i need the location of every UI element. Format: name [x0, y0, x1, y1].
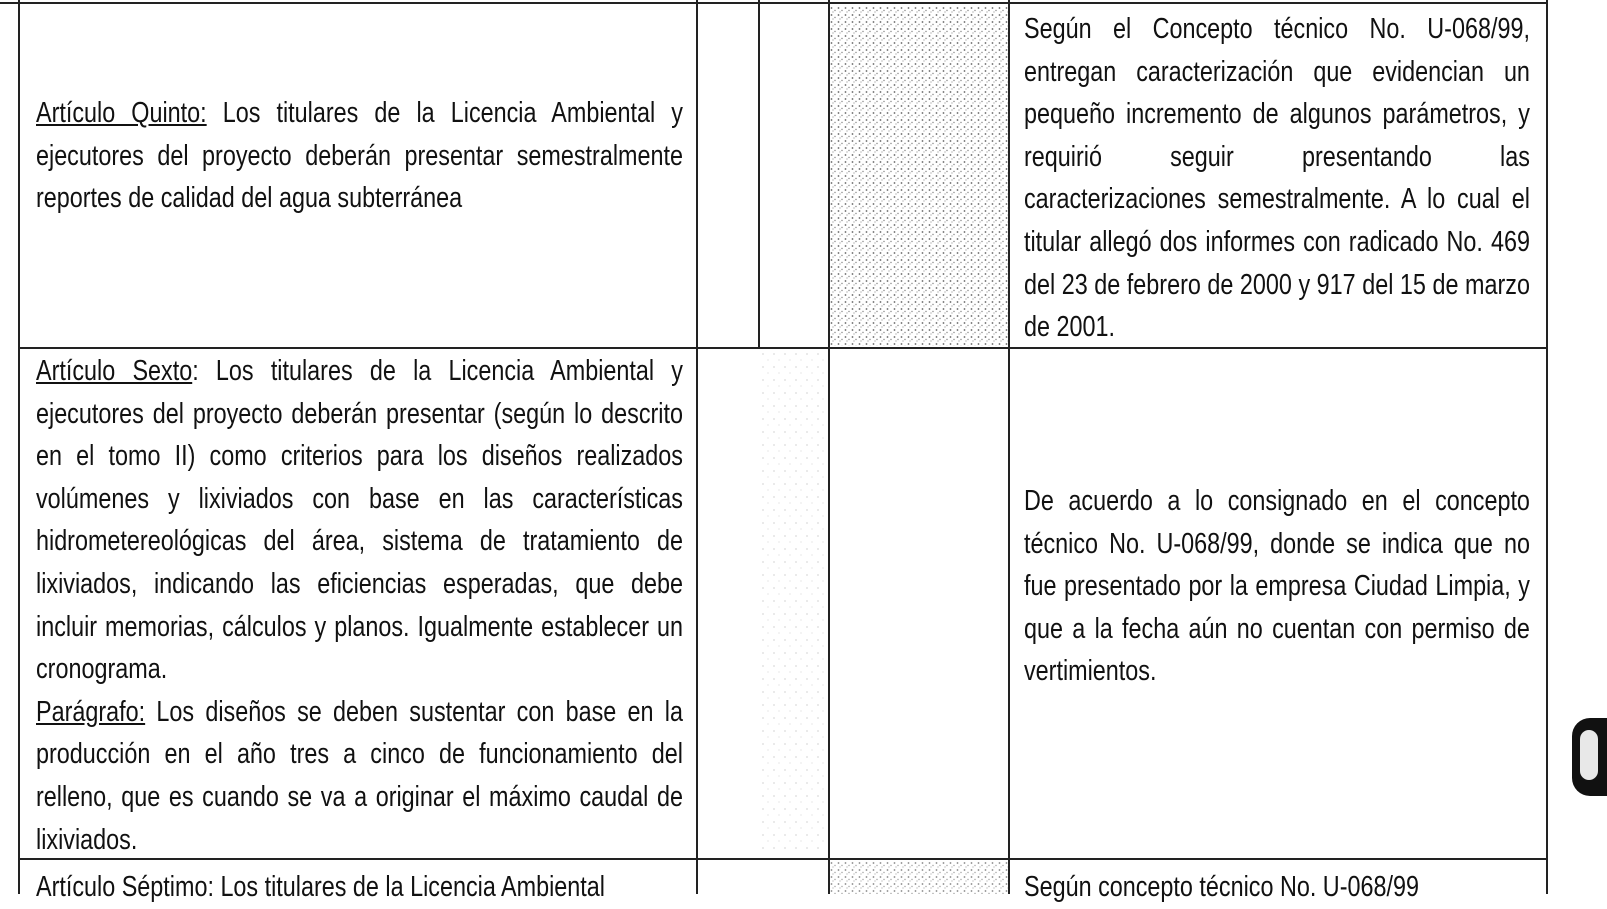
- article-septimo-observation: Según concepto técnico No. U-068/99: [1024, 871, 1419, 903]
- paragraph-text: Los diseños se deben sustentar con base en la producción en el año tres a cinco de funcionamiento del relleno, que es cuando se va a originar el máximo caudal de lixiviados.: [36, 695, 683, 856]
- table-left-border: [18, 0, 20, 894]
- scan-noise-sexto: [760, 350, 826, 850]
- article-quinto-heading: Artículo Quinto:: [36, 97, 207, 129]
- table-right-border: [1546, 0, 1548, 894]
- scan-noise-septimo: [830, 861, 1008, 894]
- article-quinto-cell: [36, 92, 683, 220]
- article-quinto-observation: Según el Concepto técnico No. U-068/99, entregan caracterización que evidencian un pequeño incremento de algunos parámetros, y requirió seguir presentando las caracterizaciones semestralmente. A lo cual el titular allegó dos informes con radicado No. 469 del 23 de febrero de 2000 y 917 del 15 de marzo de 2001.: [1024, 13, 1530, 344]
- article-sexto-heading: Artículo Sexto: [36, 355, 193, 387]
- paragraph-heading: Parágrafo:: [36, 695, 146, 728]
- column-divider-2: [758, 0, 760, 348]
- table-top-rule: [0, 2, 1548, 4]
- column-divider-4: [1008, 0, 1010, 894]
- article-septimo-cell: Artículo Séptimo: Los titulares de la Licencia Ambiental: [36, 871, 605, 903]
- scan-noise-quinto: [830, 6, 1008, 346]
- article-quinto-text: Los titulares de la Licencia Ambiental y ejecutores del proyecto deberán presentar semestralmente reportes de calidad del agua subterránea: [36, 97, 683, 215]
- binder-tab-hole: [1580, 730, 1598, 780]
- column-divider-1: [696, 0, 698, 894]
- article-sexto-cell: [36, 350, 683, 861]
- article-sexto-text: : Los titulares de la Licencia Ambiental y ejecutores del proyecto deberán presentar (según lo descrito en el tomo II) como criterios para los diseños realizados volúmenes y lixiviados con base en las características hidrometereológicas del área, sistema de tratamiento de lixiviados, indicando las eficiencias esperadas, que debe incluir memorias, cálculos y planos. Igualmente establecer un cronograma.: [36, 355, 683, 686]
- article-sexto-observation: De acuerdo a lo consignado en el concepto técnico No. U-068/99, donde se indica que no fue presentado por la empresa Ciudad Limpia, y que a la fecha aún no cuentan con permiso de vertimientos.: [1024, 485, 1530, 688]
